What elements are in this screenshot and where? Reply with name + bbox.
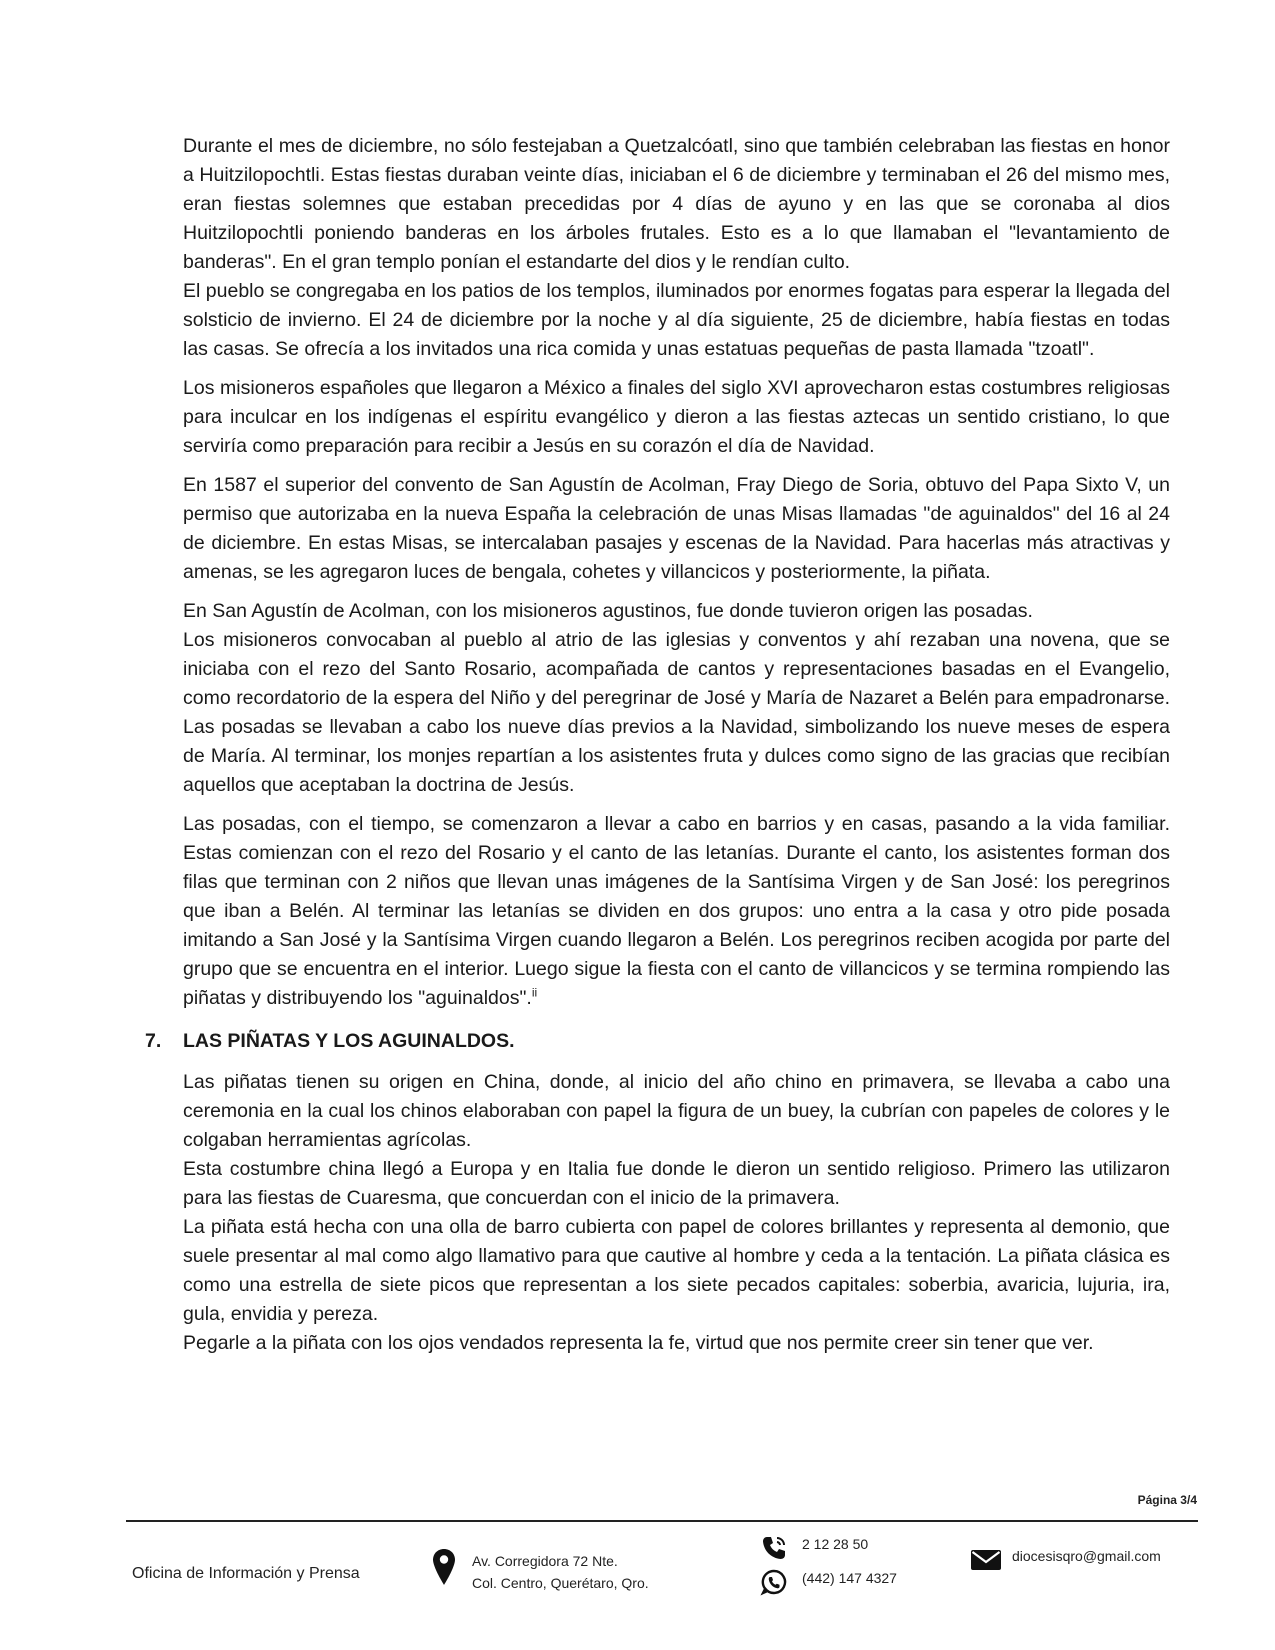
paragraph-with-endnote bbox=[183, 810, 1170, 1013]
email-address[interactable]: diocesisqro@gmail.com bbox=[1012, 1548, 1161, 1564]
paragraph-text: El pueblo se congregaba en los patios de los templos, iluminados por enormes fogatas para esperar la llegada del solsticio de invierno. El 24 de diciembre por la noche y al día siguiente, 25 de diciembre, había fiestas en todas las casas. Se ofrecía a los invitados una rica comida y unas estatuas pequeñas de pasta llamada "tzoatl". bbox=[183, 280, 1170, 360]
envelope-icon bbox=[970, 1548, 1002, 1572]
section-heading bbox=[145, 1027, 1170, 1056]
whatsapp-number: (442) 147 4327 bbox=[802, 1570, 897, 1586]
paragraph-text: Pegarle a la piñata con los ojos vendados representa la fe, virtud que nos permite creer sin tener que ver. bbox=[183, 1332, 1094, 1354]
footer-address bbox=[432, 1548, 649, 1591]
page-number: Página 3/4 bbox=[1137, 1493, 1197, 1507]
phone-row bbox=[760, 1534, 869, 1568]
paragraph-text: Esta costumbre china llegó a Europa y en Italia fue donde le dieron un sentido religioso. Primero las utilizaron para las fiestas de Cuaresma, que concuerdan con el inicio de la primavera. bbox=[183, 1158, 1170, 1209]
paragraph-text: Las posadas, con el tiempo, se comenzaron a llevar a cabo en barrios y en casas, pasando a la vida familiar. Estas comienzan con el rezo del Rosario y el canto de las letanías. Durante el canto, los asistentes forman dos filas que terminan con 2 niños que llevan unas imágenes de la Santísima Virgen y de San José: los peregrinos que iban a Belén. Al terminar las letanías se dividen en dos grupos: uno entra a la casa y otro pide posada imitando a San José y la Santísima Virgen cuando llegaron a Belén. Los peregrinos reciben acogida por parte del grupo que se encuentra en el interior. Luego sigue la fiesta con el canto de villancicos y se termina rompiendo las piñatas y distribuyendo los "aguinaldos". bbox=[183, 813, 1170, 1009]
paragraph bbox=[183, 132, 1170, 364]
paragraph-text: En San Agustín de Acolman, con los misioneros agustinos, fue donde tuvieron origen las posadas. bbox=[183, 600, 1033, 622]
phone-number: 2 12 28 50 bbox=[802, 1536, 869, 1552]
address-line: Av. Corregidora 72 Nte. bbox=[472, 1553, 618, 1569]
document-body bbox=[145, 132, 1170, 1368]
footer-divider bbox=[126, 1520, 1198, 1522]
address-lines bbox=[472, 1550, 712, 1594]
paragraph-text: Durante el mes de diciembre, no sólo festejaban a Quetzalcóatl, sino que también celebraban las fiestas en honor a Huitzilopochtli. Estas fiestas duraban veinte días, iniciaban el 6 de diciembre y terminaban el 26 del mismo mes, eran fiestas solemnes que estaban precedidas por 4 días de ayuno y en las que se coronaba al dios Huitzilopochtli poniendo banderas en los árboles frutales. Esto es a lo que llamaban el "levantamiento de banderas". En el gran templo ponían el estandarte del dios y le rendían culto. bbox=[183, 135, 1170, 273]
paragraph-text: Las piñatas tienen su origen en China, donde, al inicio del año chino en primavera, se llevaba a cabo una ceremonia en la cual los chinos elaboraban con papel la figura de un buey, la cubrían con papeles de colores y le colgaban herramientas agrícolas. bbox=[183, 1071, 1170, 1151]
footer-office-name: Oficina de Información y Prensa bbox=[132, 1565, 360, 1582]
paragraph bbox=[183, 597, 1170, 800]
paragraph-text: Los misioneros convocaban al pueblo al atrio de las iglesias y conventos y ahí rezaban una novena, que se iniciaba con el rezo del Santo Rosario, acompañada de cantos y representaciones basadas en el Evangelio, como recordatorio de la espera del Niño y del peregrinar de José y María de Nazaret a Belén para empadronarse. Las posadas se llevaban a cabo los nueve días previos a la Navidad, simbolizando los nueve meses de espera de María. Al terminar, los monjes repartían a los asistentes fruta y dulces como signo de las gracias que recibían aquellos que aceptaban la doctrina de Jesús. bbox=[183, 629, 1170, 796]
whatsapp-row bbox=[760, 1568, 897, 1602]
paragraph-text: La piñata está hecha con una olla de barro cubierta con papel de colores brillantes y representa al demonio, que suele presentar al mal como algo llamativo para que cautive al hombre y ceda a la tentación. La piñata clásica es como una estrella de siete picos que representan a los siete pecados capitales: soberbia, avaricia, lujuria, ira, gula, envidia y pereza. bbox=[183, 1216, 1170, 1325]
paragraph bbox=[183, 471, 1170, 587]
address-line: Col. Centro, Querétaro, Qro. bbox=[472, 1575, 649, 1591]
phone-icon bbox=[760, 1534, 788, 1562]
paragraph-text: En 1587 el superior del convento de San Agustín de Acolman, Fray Diego de Soria, obtuvo del Papa Sixto V, un permiso que autorizaba en la nueva España la celebración de unas Misas llamadas "de aguinaldos" del 16 al 24 de diciembre. En estas Misas, se intercalaban pasajes y escenas de la Navidad. Para hacerlas más atractivas y amenas, se les agregaron luces de bengala, cohetes y villancicos y posteriormente, la piñata. bbox=[183, 474, 1170, 583]
paragraph bbox=[183, 810, 1170, 1013]
footer-phones bbox=[760, 1534, 897, 1602]
paragraph bbox=[183, 374, 1170, 461]
paragraph-text: Los misioneros españoles que llegaron a México a finales del siglo XVI aprovecharon estas costumbres religiosas para inculcar en los indígenas el espíritu evangélico y dieron a las fiestas aztecas un sentido cristiano, lo que serviría como preparación para recibir a Jesús en su corazón el día de Navidad. bbox=[183, 377, 1170, 457]
footer-email bbox=[970, 1548, 1161, 1572]
whatsapp-icon bbox=[760, 1568, 788, 1596]
section-title: LAS PIÑATAS Y LOS AGUINALDOS. bbox=[183, 1030, 515, 1052]
section-body bbox=[183, 1068, 1170, 1358]
endnote-marker: ii bbox=[531, 985, 538, 1000]
map-pin-icon bbox=[432, 1548, 456, 1586]
section-number: 7. bbox=[145, 1030, 162, 1052]
